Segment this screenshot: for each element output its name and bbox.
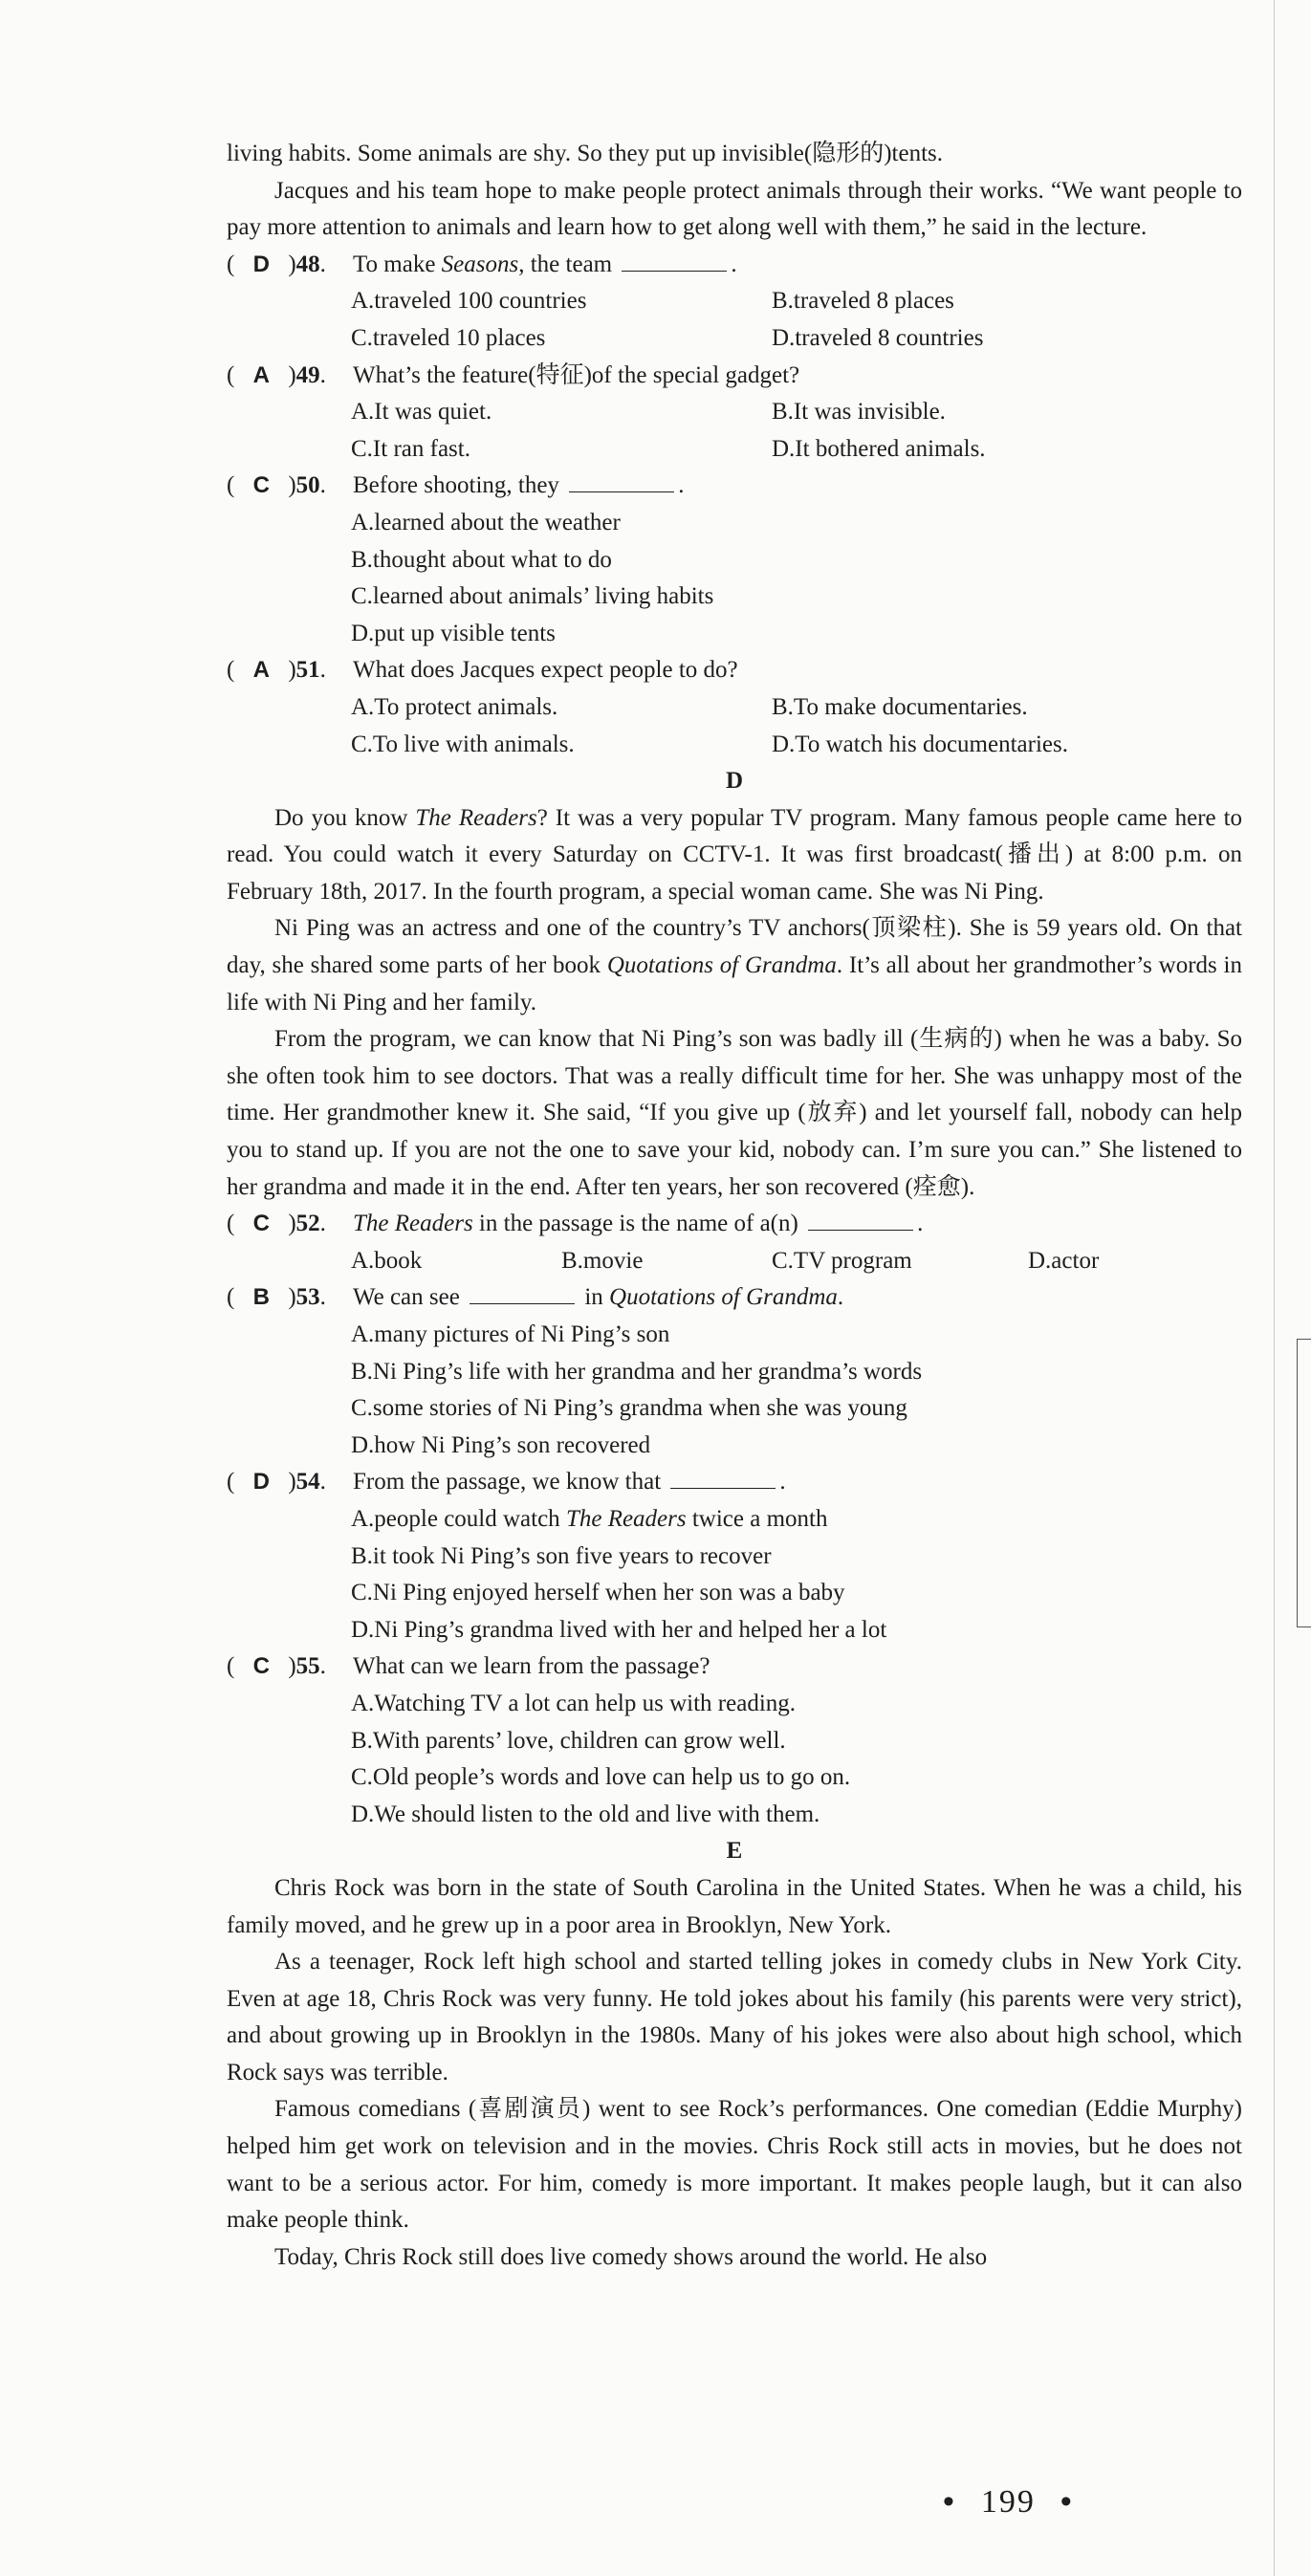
option-c: C.It ran fast. — [351, 435, 470, 462]
passage-d-paragraph-3: From the program, we can know that Ni Ping’s son was badly ill (生病的) when he was a baby. So she often took him to see doctors. That was a really difficult time for her. She was unhappy most of the time. Her grandmother knew it. She said, “If you give up (放弃) and let yourself fall, nobody can help you to stand up. If you are not the one to save your kid, nobody can. I’m sure you can.” She listened to her grandma and made it in the end. After ten years, her son recovered (痊愈). — [227, 1026, 1242, 1200]
option-c: C.TV program — [772, 1247, 912, 1274]
question-number: 55 — [295, 1653, 320, 1680]
option-a: A.To protect animals. — [351, 693, 558, 720]
question-number: 50 — [295, 472, 320, 499]
answer-blank — [670, 1469, 776, 1489]
options-row — [227, 320, 1242, 358]
answer-48: D — [252, 251, 270, 277]
answer-paren: ( A )51. — [227, 652, 353, 689]
option-b: B.traveled 8 places — [772, 288, 954, 315]
answer-blank — [808, 1211, 913, 1231]
options-row — [227, 1243, 1242, 1280]
answer-paren: ( D )54. — [227, 1464, 353, 1501]
answer-52: C — [252, 1211, 270, 1237]
options-row — [227, 394, 1242, 431]
option-d: D.put up visible tents — [351, 620, 556, 646]
option-d: D.To watch his documentaries. — [772, 731, 1068, 757]
options-row — [227, 689, 1242, 727]
option-b: B.it took Ni Ping’s son five years to recover — [351, 1542, 772, 1569]
question-51 — [227, 652, 1242, 689]
options-row — [227, 727, 1242, 764]
option-c: C.Old people’s words and love can help us to go on. — [351, 1764, 851, 1791]
question-48 — [227, 247, 1242, 284]
option-c: C.learned about animals’ living habits — [351, 583, 714, 610]
option-a: A.traveled 100 countries — [351, 288, 587, 315]
answer-paren: ( A )49. — [227, 358, 353, 395]
option-c: C.traveled 10 places — [351, 324, 546, 351]
section-heading-d: D — [725, 768, 744, 795]
passage-e-paragraph-1: Chris Rock was born in the state of South Carolina in the United States. When he was a child, his family moved, and he grew up in a poor area in Brooklyn, New York. — [227, 1874, 1242, 1938]
option-b: B.thought about what to do — [351, 546, 612, 573]
option-b: B.With parents’ love, children can grow well. — [351, 1727, 786, 1754]
answer-53: B — [252, 1284, 270, 1311]
section-heading-e: E — [726, 1838, 743, 1865]
options-row — [227, 283, 1242, 320]
option-a: A.It was quiet. — [351, 399, 492, 426]
passage-d-paragraph-1: Do you know The Readers? It was a very popular TV program. Many famous people came here to read. You could watch it every Saturday on CCTV-1. It was first broadcast(播出) at 8:00 p.m. on February 18th, 2017. In the fourth program, a special woman came. She was Ni Ping. — [227, 804, 1243, 905]
question-number: 53 — [295, 1284, 320, 1311]
question-55 — [227, 1648, 1242, 1686]
option-c: C.Ni Ping enjoyed herself when her son was a baby — [351, 1580, 845, 1606]
question-number: 51 — [295, 657, 320, 684]
option-b: B.Ni Ping’s life with her grandma and her grandma’s words — [351, 1358, 923, 1385]
option-d: D.how Ni Ping’s son recovered — [351, 1431, 651, 1458]
question-stem: What can we learn from the passage? — [353, 1653, 710, 1680]
question-stem: What does Jacques expect people to do? — [353, 657, 738, 684]
question-stem: Before shooting, they . — [353, 472, 685, 499]
option-a: A.Watching TV a lot can help us with reading. — [351, 1690, 797, 1716]
answer-51: A — [252, 657, 270, 684]
option-b: B.To make documentaries. — [772, 693, 1028, 720]
answer-49: A — [252, 361, 270, 388]
question-stem: The Readers in the passage is the name of a(n) . — [353, 1211, 924, 1237]
content — [227, 136, 1242, 2276]
question-53 — [227, 1279, 1242, 1317]
option-a: A.many pictures of Ni Ping’s son — [351, 1321, 670, 1347]
answer-paren: ( C )55. — [227, 1648, 353, 1686]
passage-c-line-1: living habits. Some animals are shy. So they put up invisible(隐形的)tents. — [227, 141, 943, 166]
page-footer — [918, 2484, 1099, 2521]
answer-paren: ( C )50. — [227, 468, 353, 505]
option-b: B.It was invisible. — [772, 399, 946, 426]
footer-dot-right: • — [1060, 2484, 1074, 2520]
option-b: B.movie — [561, 1247, 644, 1274]
question-stem: From the passage, we know that . — [353, 1469, 786, 1495]
passage-e-paragraph-3: Famous comedians (喜剧演员) went to see Rock’s performances. One comedian (Eddie Murphy) helped him get work on television and in the movies. Chris Rock still acts in movies, but he does not want to be a serious actor. For him, comedy is more important. It makes people laugh, but it can also make people think. — [227, 2096, 1242, 2234]
adjacent-page-edge — [1274, 0, 1311, 2576]
answer-paren: ( B )53. — [227, 1279, 353, 1317]
option-d: D.actor — [1028, 1247, 1100, 1274]
question-number: 52 — [295, 1211, 320, 1237]
option-a: A.learned about the weather — [351, 509, 621, 535]
answer-blank — [622, 251, 727, 272]
answer-50: C — [252, 472, 270, 499]
option-d: D.traveled 8 countries — [772, 324, 984, 351]
question-stem: To make Seasons, the team . — [353, 251, 737, 277]
adjacent-page-box — [1297, 1339, 1311, 1627]
question-number: 54 — [295, 1469, 320, 1495]
question-50 — [227, 468, 1242, 505]
answer-paren: ( C )52. — [227, 1206, 353, 1243]
question-54 — [227, 1464, 1242, 1501]
question-number: 49 — [295, 361, 320, 388]
question-49 — [227, 358, 1242, 395]
option-d: D.It bothered animals. — [772, 435, 986, 462]
option-c: C.some stories of Ni Ping’s grandma when she was young — [351, 1395, 907, 1422]
question-number: 48 — [295, 251, 320, 277]
option-c: C.To live with animals. — [351, 731, 575, 757]
answer-54: D — [252, 1469, 270, 1495]
option-d: D.Ni Ping’s grandma lived with her and helped her a lot — [351, 1616, 887, 1643]
options-row — [227, 431, 1242, 469]
question-stem: We can see in Quotations of Grandma. — [353, 1284, 844, 1311]
footer-dot-left: • — [943, 2484, 956, 2520]
passage-e-paragraph-4: Today, Chris Rock still does live comedy shows around the world. He also — [274, 2243, 988, 2270]
answer-55: C — [252, 1653, 270, 1680]
option-d: D.We should listen to the old and live with them. — [351, 1801, 820, 1827]
answer-paren: ( D )48. — [227, 247, 353, 284]
passage-e-paragraph-2: As a teenager, Rock left high school and started telling jokes in comedy clubs in New York City. Even at age 18, Chris Rock was very funny. He told jokes about his family (his parents were very strict), and about growing up in Brooklyn in the 1980s. Many of his jokes were also about high school, which Rock says was terrible. — [227, 1949, 1242, 2085]
option-a: A.book — [351, 1247, 423, 1274]
answer-blank — [470, 1284, 575, 1304]
answer-blank — [569, 472, 674, 492]
passage-d-paragraph-2: Ni Ping was an actress and one of the country’s TV anchors(顶梁柱). She is 59 years old. On that day, she shared some parts of her book Quotations of Grandma. It’s all about her grandmother’s words in life with Ni Ping and her family. — [227, 915, 1242, 1015]
question-stem: What’s the feature(特征)of the special gadget? — [353, 361, 800, 388]
page-number: 199 — [980, 2484, 1036, 2520]
passage-c-paragraph: Jacques and his team hope to make people protect animals through their works. “We want people to pay more attention to animals and learn how to get along well with them,” he said in the lecture. — [227, 177, 1242, 241]
question-52 — [227, 1206, 1242, 1243]
option-a: A.people could watch The Readers twice a month — [351, 1505, 828, 1532]
